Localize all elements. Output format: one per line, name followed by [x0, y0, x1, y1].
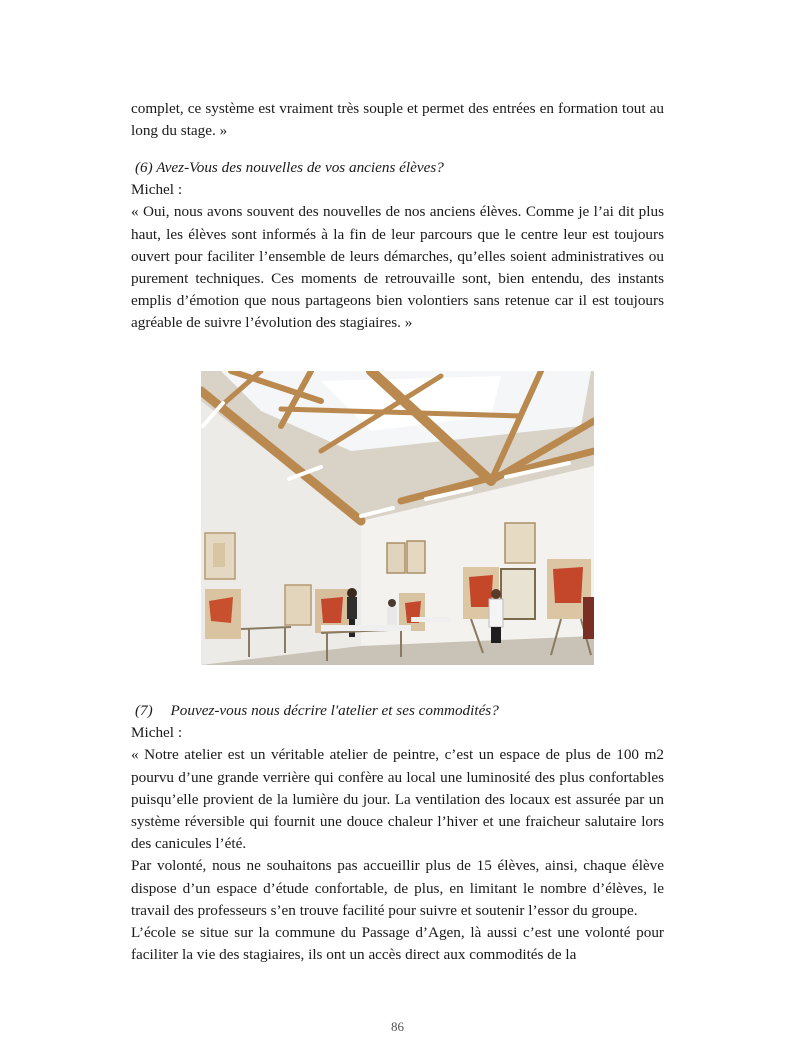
question-7-text: Pouvez-vous nous décrire l'atelier et ses commodités?: [170, 702, 499, 719]
question-7-paragraph-3: L’école se situe sur la commune du Passage d’Agen, là aussi c’est une volonté pour faciliter la vie des stagiaires, ils ont un accès direct aux commodités de la: [131, 924, 664, 964]
question-6-number: (6): [135, 159, 153, 176]
question-7-speaker: Michel :: [131, 724, 183, 742]
question-7-number: (7): [135, 702, 153, 719]
question-6-answer: « Oui, nous avons souvent des nouvelles de nos anciens élèves. Comme je l’ai dit plus haut, les élèves sont informés à la fin de leur parcours que le centre leur est toujours ouvert pour faciliter l’ensemble de leurs démarches, qu’elles soient administratives ou purement techniques. Ces moments de retrouvaille sont, bien entendu, des instants emplis d’émotion que nous partageons bien volontiers sans retenue car il est toujours agréable de suivre l’évolution des stagiaires. »: [131, 203, 664, 332]
intro-paragraph-block: [131, 98, 664, 142]
question-6-text: Avez-Vous des nouvelles de vos anciens élèves?: [156, 159, 444, 176]
question-7-block: [131, 700, 664, 966]
question-7-heading: [131, 700, 664, 722]
atelier-photo: [201, 371, 594, 665]
question-6-speaker: Michel :: [131, 181, 183, 199]
page-number: 86: [391, 1019, 404, 1034]
question-7-paragraph-1: « Notre atelier est un véritable atelier de peintre, c’est un espace de plus de 100 m2 pourvu d’une grande verrière qui confère au local une luminosité des plus confortables puisqu’elle provient de la lumière du jour. La ventilation des locaux est assurée par un système réversible qui fournit une douce chaleur l’hiver et une fraicheur salutaire lors des canicules l’été.: [131, 746, 664, 853]
intro-paragraph: complet, ce système est vraiment très souple et permet des entrées en formation tout au long du stage. »: [131, 100, 664, 140]
question-6-block: [131, 157, 664, 335]
question-6-heading: [131, 157, 664, 179]
question-7-paragraph-2: Par volonté, nous ne souhaitons pas accueillir plus de 15 élèves, ainsi, chaque élève dispose d’un espace d’étude confortable, de plus, en limitant le nombre d’élèves, le travail des professeurs s’en trouve facilité pour suivre et soutenir l’essor du groupe.: [131, 857, 664, 919]
